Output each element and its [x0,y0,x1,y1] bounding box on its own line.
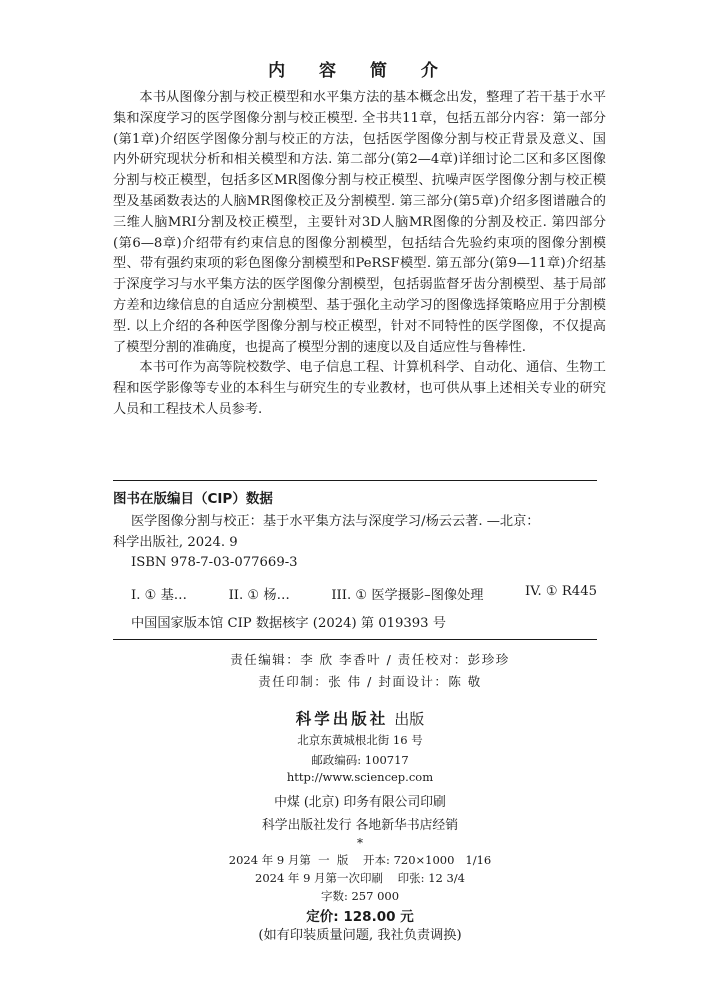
cip-record [113,511,597,553]
publisher-logo: 科学出版社 [295,709,389,728]
price: 定价: 128.00 元 [306,909,414,925]
cip-bottom-divider [113,639,597,640]
production-credits: 责任印制：张 伟 / 封面设计：陈 敬 [258,674,482,689]
cip-record-line-1: 医学图像分割与校正：基于水平集方法与深度学习/杨云云著. —北京： [131,514,540,529]
separator-star: * [357,836,363,850]
word-count: 字数: 257 000 [320,889,400,903]
publisher-suffix: 出版 [394,710,425,728]
page-title: 内 容 简 介 [268,61,452,81]
cip-heading: 图书在版编目（CIP）数据 [113,491,273,507]
cip-record-line-2: 科学出版社, 2024. 9 [113,535,238,550]
cip-number: 中国国家版本馆 CIP 数据核字 (2024) 第 019393 号 [131,616,446,631]
printing-info: 2024 年 9 月第一次印刷 印张: 12 3/4 [255,871,465,885]
summary-paragraph-1: 本书从图像分割与校正模型和水平集方法的基本概念出发，整理了若干基于水平集和深度学习的医学图像分割与校正模型. 全书共11章，包括五部分内容：第一部分(第1章)介绍医学图像分割与校正的方法，包括医学图像分割与校正背景及意义、国内外研究现状分析和相关模型和方法. 第二部分(第2—4章)详细讨论二区和多区图像分割与校正模型，包括多区MR图像分割与校正模型、抗噪声医学图像分割与校正模型及基函数表达的人脑MR图像校正及分割模型. 第三部分(第5章)介绍多图谱融合的三维人脑MRI分割及校正模型，主要针对3D人脑MR图像的分割及校正. 第四部分(第6—8章)介绍带有约束信息的图像分割模型，包括结合先验约束项的图像分割模型、带有强约束项的彩色图像分割模型和PeRSF模型. 第五部分(第9—11章)介绍基于深度学习与水平集方法的医学图像分割模型，包括弱监督牙齿分割模型、基于局部方差和边缘信息的自适应分割模型、基于强化主动学习的图像选择策略应用于分割模型. 以上介绍的各种医学图像分割与校正模型，针对不同特性的医学图像，不仅提高了模型分割的准确度，也提高了模型分割的速度以及自适应性与鲁棒性. [113,90,606,355]
quality-notice: (如有印装质量问题, 我社负责调换) [258,928,462,943]
classification-item: III. ① 医学摄影–图像处理 [331,588,484,603]
summary-paragraph-2: 本书可作为高等院校数学、电子信息工程、计算机科学、自动化、通信、生物工程和医学影像等专业的本科生与研究生的专业教材，也可供从事上述相关专业的研究人员和工程技术人员参考. [113,360,606,417]
distributor: 科学出版社发行 各地新华书店经销 [261,818,459,833]
classification-row [131,584,597,603]
postal-code: 邮政编码: 100717 [311,753,409,767]
editor-credits: 责任编辑：李 欣 李香叶 / 责任校对：彭珍珍 [230,652,510,667]
publisher-url: http://www.sciencep.com [286,770,434,784]
classification-item: I. ① 基… [131,588,187,603]
cip-top-divider [113,480,597,481]
edition-info: 2024 年 9 月第 一 版 开本: 720×1000 1/16 [228,853,492,867]
summary-section [113,88,606,421]
printer: 中煤 (北京) 印务有限公司印刷 [274,795,446,810]
classification-item: II. ① 杨… [228,588,290,603]
isbn: ISBN 978-7-03-077669-3 [131,555,298,570]
publisher-line [0,707,720,729]
classification-item: IV. ① R445 [525,584,597,599]
publisher-address: 北京东黄城根北街 16 号 [297,733,423,747]
